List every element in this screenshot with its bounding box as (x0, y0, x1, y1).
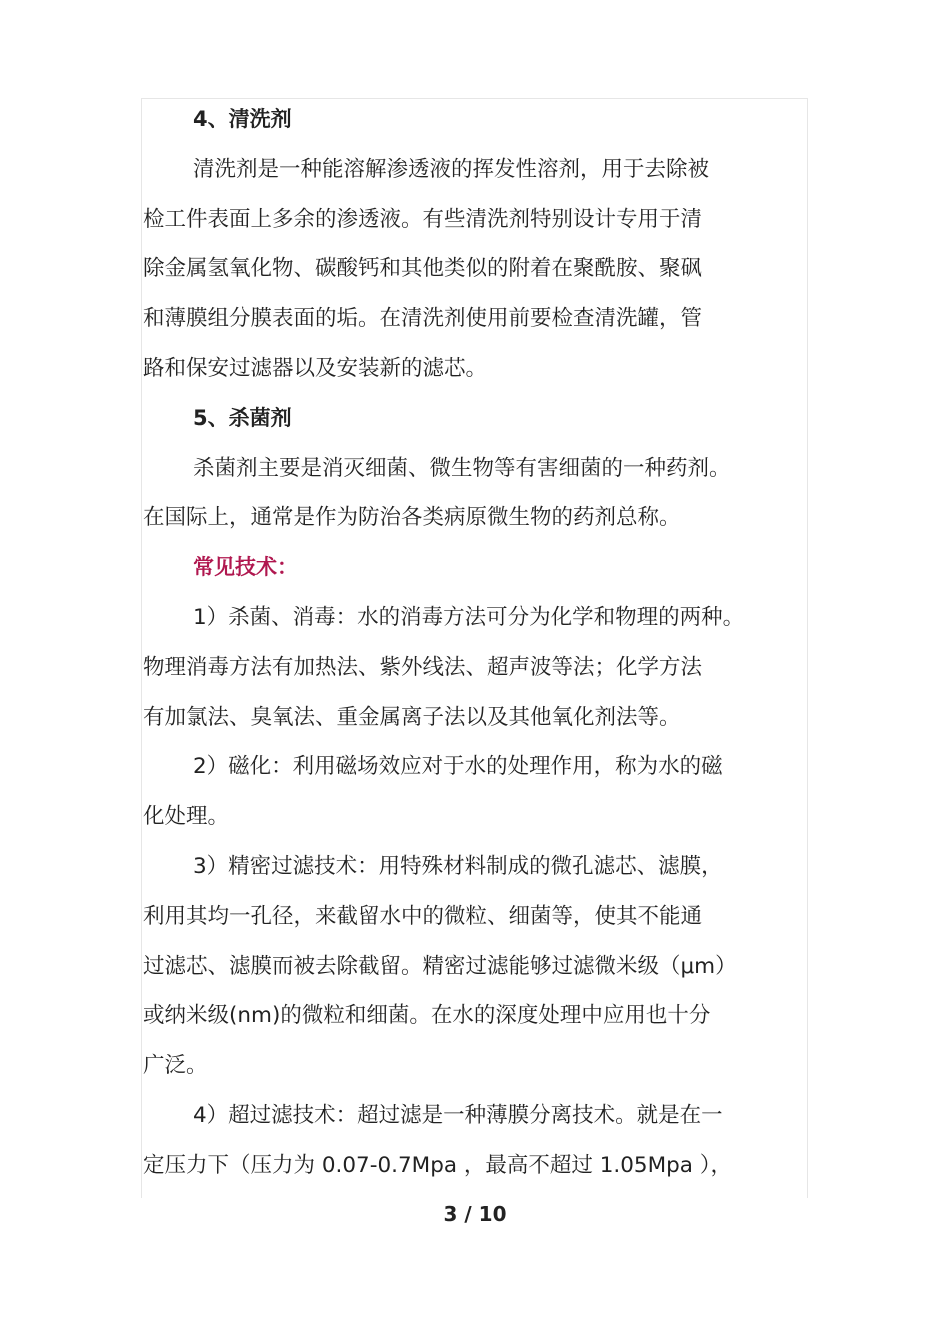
page-number (0, 1202, 950, 1226)
paragraph-line: 除金属氢氧化物、碳酸钙和其他类似的附着在聚酰胺、聚砜 (143, 256, 703, 282)
paragraph-line: 有加氯法、臭氧法、重金属离子法以及其他氧化剂法等。 (143, 704, 681, 730)
paragraph-line: 过滤芯、滤膜而被去除截留。精密过滤能够过滤微米级（μm） (143, 953, 737, 979)
paragraph-line: 物理消毒方法有加热法、紫外线法、超声波等法；化学方法 (143, 654, 703, 680)
paragraph-line: 和薄膜组分膜表面的垢。在清洗剂使用前要检查清洗罐，管 (143, 306, 703, 332)
paragraph-line: 1）杀菌、消毒：水的消毒方法可分为化学和物理的两种。 (193, 604, 745, 630)
page-separator: / (457, 1202, 479, 1226)
paragraph-line: 或纳米级(nm)的微粒和细菌。在水的深度处理中应用也十分 (143, 1003, 711, 1029)
section-heading-cleaning-agent: 4、清洗剂 (193, 107, 292, 131)
paragraph-line: 杀菌剂主要是消灭细菌、微生物等有害细菌的一种药剂。 (193, 455, 731, 481)
paragraph-line: 检工件表面上多余的渗透液。有些清洗剂特别设计专用于清 (143, 206, 703, 232)
page-total: 10 (478, 1202, 507, 1226)
paragraph-line: 广泛。 (143, 1053, 208, 1079)
paragraph-line: 3）精密过滤技术：用特殊材料制成的微孔滤芯、滤膜， (193, 853, 723, 879)
paragraph-line: 清洗剂是一种能溶解渗透液的挥发性溶剂，用于去除被 (193, 156, 710, 182)
paragraph-line: 化处理。 (143, 804, 230, 830)
paragraph-line: 在国际上，通常是作为防治各类病原微生物的药剂总称。 (143, 505, 681, 531)
paragraph-line: 路和保安过滤器以及安装新的滤芯。 (143, 355, 488, 381)
paragraph-line: 4）超过滤技术：超过滤是一种薄膜分离技术。就是在一 (193, 1102, 723, 1128)
section-heading-bactericide: 5、杀菌剂 (193, 405, 292, 430)
paragraph-line: 2）磁化：利用磁场效应对于水的处理作用，称为水的磁 (193, 754, 723, 780)
section-heading-common-techniques: 常见技术： (193, 555, 298, 580)
paragraph-line: 定压力下（压力为 0.07-0.7Mpa ，最高不超过 1.05Mpa ）， (143, 1152, 733, 1178)
paragraph-line: 利用其均一孔径，来截留水中的微粒、细菌等，使其不能通 (143, 903, 703, 929)
document-body (143, 95, 807, 1191)
page-current: 3 (443, 1202, 458, 1226)
